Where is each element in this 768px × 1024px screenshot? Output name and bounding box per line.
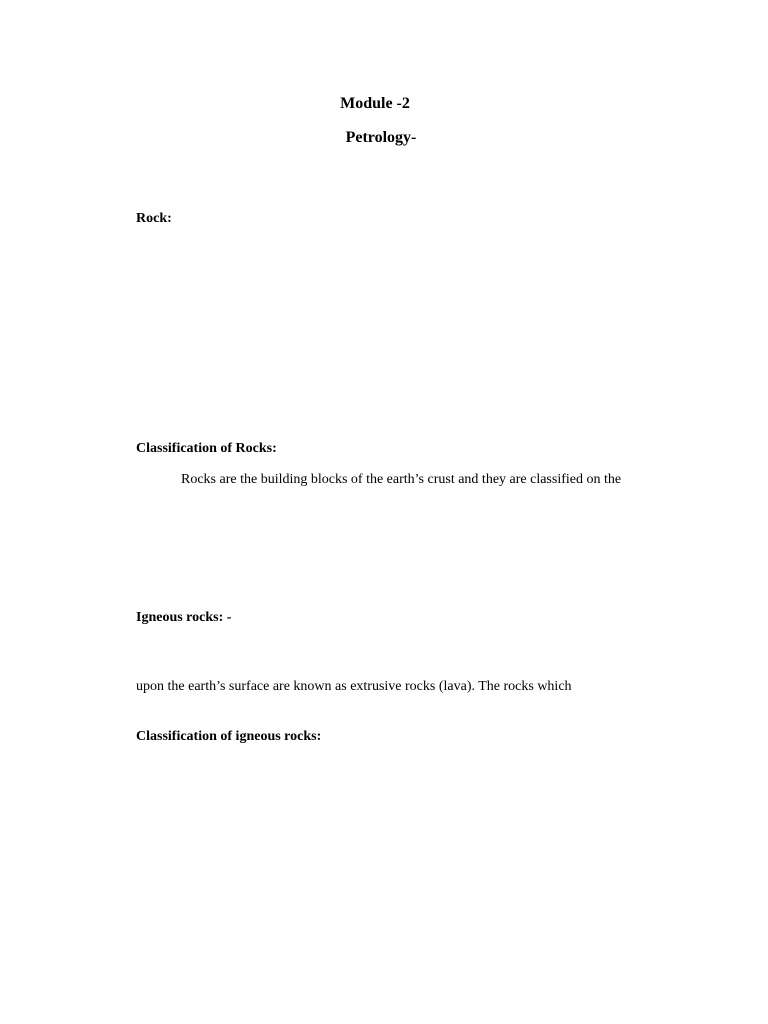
section-heading-rock: Rock: — [136, 211, 172, 226]
section-heading-classification-of-rocks: Classification of Rocks: — [136, 441, 277, 456]
module-title: Module -2 — [340, 95, 410, 112]
section-heading-igneous-rocks: Igneous rocks: - — [136, 610, 232, 625]
classification-paragraph: Rocks are the building blocks of the earth’s crust and they are classified on the — [181, 472, 622, 487]
document-subtitle: Petrology- — [345, 129, 417, 146]
section-heading-classification-of-igneous-rocks: Classification of igneous rocks: — [136, 729, 322, 744]
igneous-paragraph: upon the earth’s surface are known as extrusive rocks (lava). The rocks which — [136, 679, 572, 694]
